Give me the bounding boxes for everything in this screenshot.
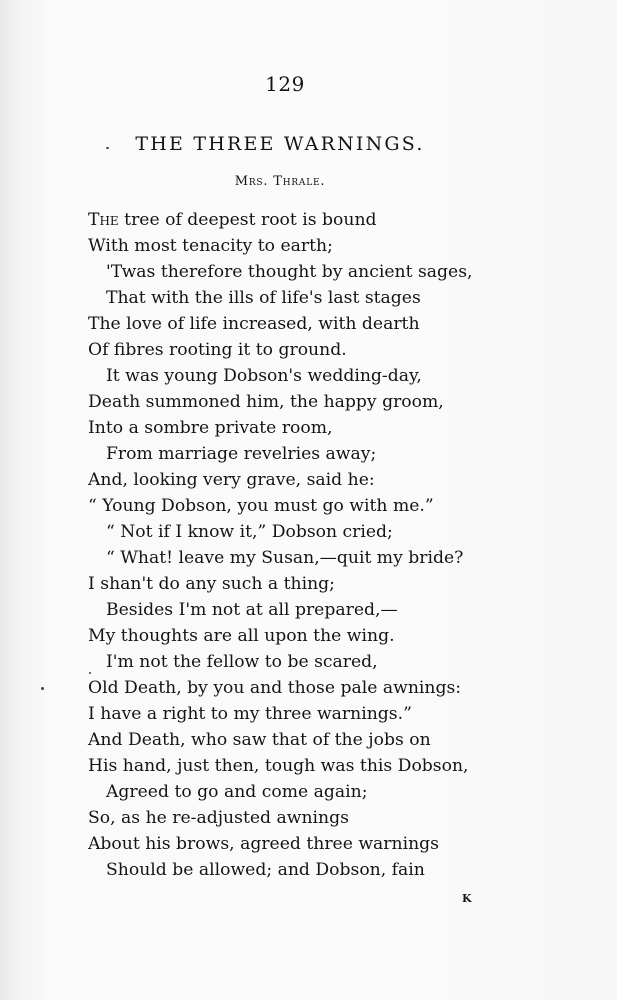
poem-line: Should be allowed; and Dobson, fain — [106, 860, 425, 880]
poem-line: And, looking very grave, said he: — [88, 470, 375, 490]
poem-line: 'Twas therefore thought by ancient sages, — [106, 262, 473, 282]
poem-title: THE THREE WARNINGS. — [135, 133, 425, 155]
poem-line-text: tree of deepest root is bound — [118, 210, 377, 230]
poem-line: His hand, just then, tough was this Dobson, — [88, 756, 469, 776]
poem-line: My thoughts are all upon the wing. — [88, 626, 395, 646]
ink-speck — [89, 672, 91, 674]
poem-line: “ Young Dobson, you must go with me.” — [88, 496, 434, 516]
poem-line: From marriage revelries away; — [106, 444, 377, 464]
ink-speck — [41, 687, 44, 690]
poem-line: Old Death, by you and those pale awnings: — [88, 678, 462, 698]
poem-line: Besides I'm not at all prepared,— — [106, 600, 398, 620]
poem-line: I'm not the fellow to be scared, — [106, 652, 378, 672]
poem-line: I have a right to my three warnings.” — [88, 704, 412, 724]
poem-line: “ What! leave my Susan,—quit my bride? — [106, 548, 464, 568]
ink-speck — [106, 147, 109, 149]
poem-author: Mrs. Thrale. — [234, 174, 326, 189]
poem-line: The love of life increased, with dearth — [88, 314, 420, 334]
poem-line: About his brows, agreed three warnings — [88, 834, 439, 854]
poem-line: So, as he re-adjusted awnings — [88, 808, 349, 828]
poem-line: That with the ills of life's last stages — [106, 288, 421, 308]
poem-line: I shan't do any such a thing; — [88, 574, 335, 594]
poem-line: “ Not if I know it,” Dobson cried; — [106, 522, 393, 542]
drop-word: The — [88, 210, 119, 230]
poem-line: It was young Dobson's wedding-day, — [106, 366, 422, 386]
poem-line — [88, 207, 377, 233]
poem-line: And Death, who saw that of the jobs on — [88, 730, 431, 750]
poem-line: Agreed to go and come again; — [106, 782, 368, 802]
poem-line: Into a sombre private room, — [88, 418, 333, 438]
poem-line: With most tenacity to earth; — [88, 236, 333, 256]
page-number: 129 — [265, 72, 305, 96]
poem-line: Of fibres rooting it to ground. — [88, 340, 347, 360]
signature-mark: K — [462, 892, 472, 905]
poem-line: Death summoned him, the happy groom, — [88, 392, 444, 412]
